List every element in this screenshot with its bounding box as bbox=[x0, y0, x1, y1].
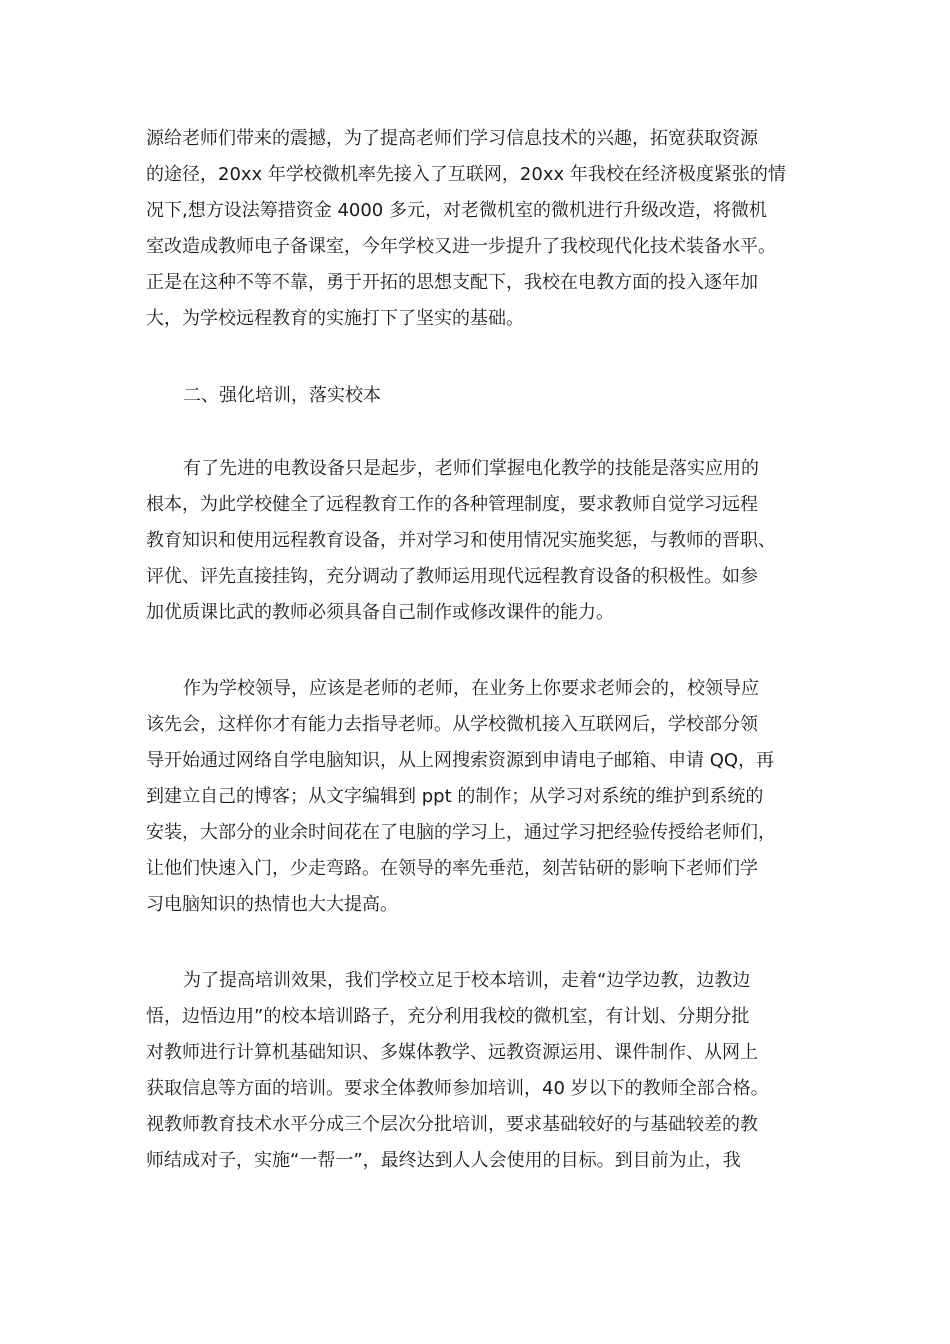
paragraph-line: 加优质课比武的教师必须具备自己制作或修改课件的能力。 bbox=[146, 602, 614, 623]
paragraph-line: 源给老师们带来的震撼，为了提高老师们学习信息技术的兴趣，拓宽获取资源 bbox=[146, 128, 758, 149]
paragraph-line: 悟，边悟边用”的校本培训路子，充分利用我校的微机室，有计划、分期分批 bbox=[146, 1006, 750, 1027]
paragraph-line: 习电脑知识的热情也大大提高。 bbox=[146, 894, 398, 915]
paragraph-line: 教育知识和使用远程教育设备，并对学习和使用情况实施奖惩，与教师的晋职、 bbox=[146, 530, 776, 551]
paragraph-line: 到建立自己的博客；从文字编辑到 ppt 的制作；从学习对系统的维护到系统的 bbox=[146, 786, 764, 807]
paragraph-line: 正是在这种不等不靠，勇于开拓的思想支配下，我校在电教方面的投入逐年加 bbox=[146, 272, 758, 293]
paragraph-line: 师结成对子，实施“一帮一”，最终达到人人会使用的目标。到目前为止，我 bbox=[146, 1150, 741, 1171]
paragraph-line: 作为学校领导，应该是老师的老师，在业务上你要求老师会的，校领导应 bbox=[183, 678, 759, 699]
paragraph-line: 让他们快速入门，少走弯路。在领导的率先垂范，刻苦钻研的影响下老师们学 bbox=[146, 858, 758, 879]
paragraph-line: 况下,想方设法筹措资金 4000 多元，对老微机室的微机进行升级改造，将微机 bbox=[146, 200, 767, 221]
paragraph-line: 安装，大部分的业余时间花在了电脑的学习上，通过学习把经验传授给老师们， bbox=[146, 822, 776, 843]
paragraph-line: 的途径，20xx 年学校微机率先接入了互联网，20xx 年我校在经济极度紧张的情 bbox=[146, 164, 786, 185]
paragraph-line: 室改造成教师电子备课室，今年学校又进一步提升了我校现代化技术装备水平。 bbox=[146, 236, 776, 257]
paragraph-line: 导开始通过网络自学电脑知识，从上网搜索资源到申请电子邮箱、申请 QQ，再 bbox=[146, 750, 775, 771]
section-heading-text: 二、强化培训，落实校本 bbox=[183, 385, 381, 406]
paragraph-line: 视教师教育技术水平分成三个层次分批培训，要求基础较好的与基础较差的教 bbox=[146, 1114, 758, 1135]
paragraph-line: 根本，为此学校健全了远程教育工作的各种管理制度，要求教师自觉学习远程 bbox=[146, 494, 758, 515]
paragraph-line: 评优、评先直接挂钩，充分调动了教师运用现代远程教育设备的积极性。如参 bbox=[146, 566, 758, 587]
paragraph-line: 该先会，这样你才有能力去指导老师。从学校微机接入互联网后，学校部分领 bbox=[146, 714, 758, 735]
paragraph-line: 获取信息等方面的培训。要求全体教师参加培训，40 岁以下的教师全部合格。 bbox=[146, 1078, 769, 1099]
paragraph-line: 有了先进的电教设备只是起步，老师们掌握电化教学的技能是落实应用的 bbox=[183, 458, 759, 479]
paragraph-line: 大，为学校远程教育的实施打下了坚实的基础。 bbox=[146, 308, 524, 329]
paragraph-line: 对教师进行计算机基础知识、多媒体教学、远教资源运用、课件制作、从网上 bbox=[146, 1042, 758, 1063]
paragraph-line: 为了提高培训效果，我们学校立足于校本培训，走着“边学边教，边教边 bbox=[183, 970, 751, 991]
